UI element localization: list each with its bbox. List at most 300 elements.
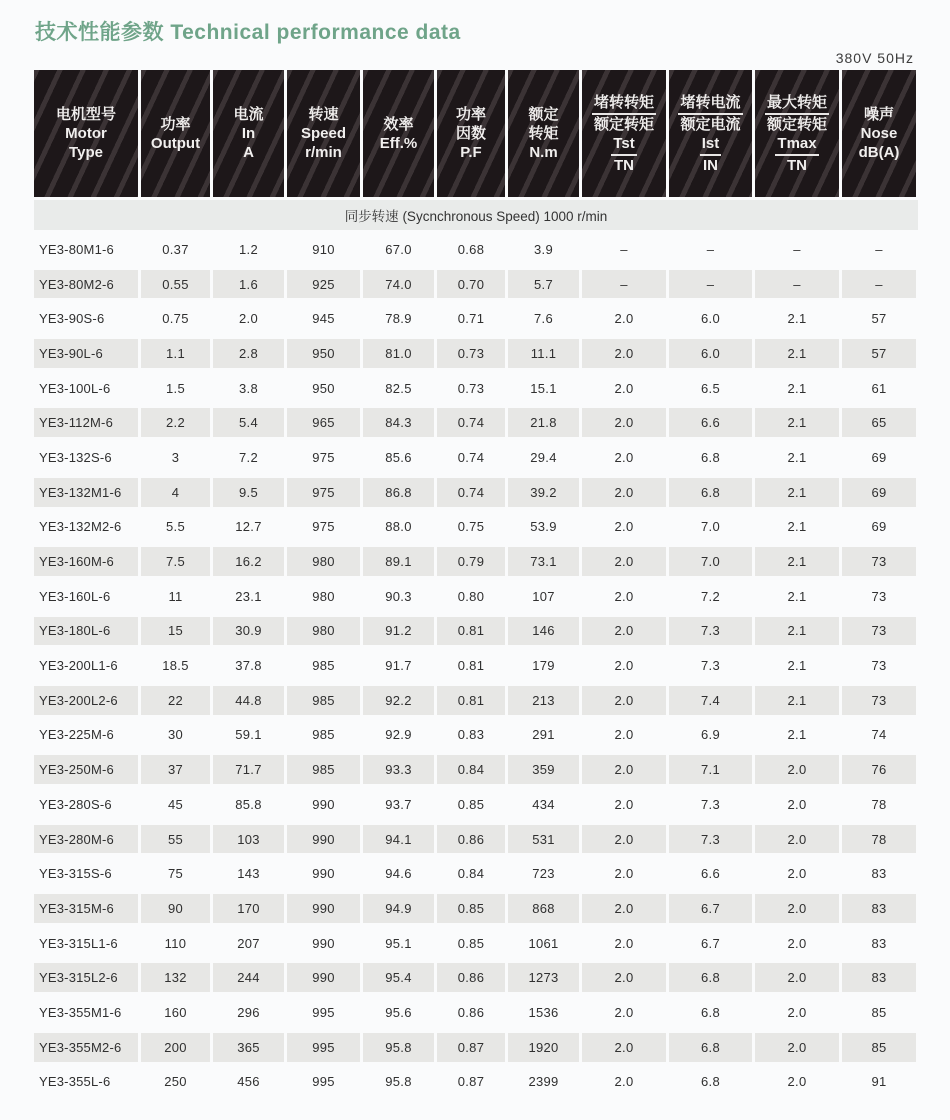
table-row <box>34 614 918 649</box>
value-cell: 950 <box>312 380 335 396</box>
value-cell: 88.0 <box>385 519 412 535</box>
header-line: 最大转矩 <box>765 93 829 115</box>
value-cell: 6.0 <box>701 311 720 327</box>
table-row <box>34 718 918 753</box>
value-cell: 83 <box>871 935 887 951</box>
motor-type-cell: YE3-315M-6 <box>34 891 138 926</box>
value-cell: 2.1 <box>787 588 807 604</box>
value-cell: 2.0 <box>755 822 839 857</box>
motor-type-cell: YE3-280S-6 <box>39 796 112 812</box>
table-row <box>34 371 918 406</box>
page-title <box>35 16 461 46</box>
value-cell: 91.7 <box>385 658 412 674</box>
value-cell: 7.3 <box>669 614 752 649</box>
header-line: N.m <box>529 144 558 161</box>
value-cell: 723 <box>532 866 555 882</box>
value-cell: – <box>875 241 883 257</box>
value-cell: 15 <box>141 614 210 649</box>
value-cell: 9.5 <box>213 475 284 510</box>
value-cell: 6.7 <box>701 935 720 951</box>
value-cell: 0.73 <box>437 336 505 371</box>
value-cell: 6.6 <box>669 405 752 440</box>
value-cell: 2.0 <box>582 1030 666 1065</box>
value-cell: 7.6 <box>534 311 553 327</box>
value-cell: 910 <box>312 241 335 257</box>
motor-type-cell: YE3-280M-6 <box>34 822 138 857</box>
value-cell: 1273 <box>508 960 579 995</box>
motor-type-cell: YE3-355M1-6 <box>39 1004 122 1020</box>
value-cell: 2.0 <box>755 1030 839 1065</box>
value-cell: 2.0 <box>755 752 839 787</box>
header-line: A <box>243 144 254 161</box>
value-cell: 995 <box>312 1004 335 1020</box>
header-line: Motor <box>65 125 107 142</box>
value-cell: 6.0 <box>669 336 752 371</box>
value-cell: 995 <box>312 1074 335 1090</box>
header-line: 噪声 <box>863 106 894 123</box>
value-cell: 107 <box>532 588 555 604</box>
value-cell: 2.0 <box>582 891 666 926</box>
value-cell: 6.8 <box>701 449 720 465</box>
table-row <box>34 510 918 545</box>
value-cell: 143 <box>237 866 260 882</box>
value-cell: 132 <box>141 960 210 995</box>
value-cell: 39.2 <box>508 475 579 510</box>
value-cell: 2.1 <box>787 311 807 327</box>
table-row <box>34 232 918 267</box>
column-header-rated-torque <box>508 70 579 197</box>
header-line: Nose <box>860 125 898 142</box>
header-line: Tmax <box>775 134 818 156</box>
value-cell: 985 <box>287 683 360 718</box>
table-row <box>34 1030 918 1065</box>
value-cell: 213 <box>508 683 579 718</box>
column-header-current <box>213 70 284 197</box>
value-cell: 1920 <box>508 1030 579 1065</box>
value-cell: 85.8 <box>235 796 262 812</box>
value-cell: 2.1 <box>755 544 839 579</box>
header-line: In <box>241 125 256 142</box>
value-cell: 291 <box>532 727 555 743</box>
value-cell: 73 <box>842 683 916 718</box>
value-cell: 0.75 <box>457 519 485 535</box>
value-cell: 2.0 <box>614 727 634 743</box>
value-cell: 85 <box>871 1004 887 1020</box>
header-line: TN <box>614 156 634 174</box>
value-cell: 83 <box>871 866 887 882</box>
value-cell: 170 <box>213 891 284 926</box>
motor-type-cell: YE3-355M2-6 <box>34 1030 138 1065</box>
header-line: 转矩 <box>528 125 559 142</box>
value-cell: 2.0 <box>582 405 666 440</box>
value-cell: 250 <box>164 1074 187 1090</box>
value-cell: 73 <box>871 588 887 604</box>
table-row <box>34 891 918 926</box>
value-cell: 59.1 <box>235 727 262 743</box>
value-cell: – <box>582 267 666 302</box>
value-cell: 4 <box>141 475 210 510</box>
value-cell: 0.84 <box>457 866 485 882</box>
value-cell: 975 <box>287 475 360 510</box>
column-header-tst-tn <box>582 70 666 197</box>
value-cell: 0.85 <box>457 935 485 951</box>
header-line: P.F <box>460 144 482 161</box>
value-cell: 0.81 <box>437 614 505 649</box>
table-row <box>34 787 918 822</box>
value-cell: 3 <box>171 449 180 465</box>
value-cell: 6.8 <box>701 1004 720 1020</box>
value-cell: 2.0 <box>787 866 807 882</box>
voltage-frequency-label: 380V 50Hz <box>835 50 914 66</box>
value-cell: 18.5 <box>162 658 189 674</box>
header-line: 因数 <box>455 125 486 142</box>
technical-data-table <box>34 70 918 1099</box>
value-cell: 146 <box>508 614 579 649</box>
value-cell: 990 <box>312 935 335 951</box>
motor-type-cell: YE3-200L1-6 <box>39 658 118 674</box>
header-line: Ist <box>700 134 722 156</box>
value-cell: 16.2 <box>213 544 284 579</box>
value-cell: 985 <box>312 658 335 674</box>
table-row <box>34 926 918 961</box>
motor-type-cell: YE3-90L-6 <box>34 336 138 371</box>
value-cell: 985 <box>312 727 335 743</box>
value-cell: 2.1 <box>787 380 807 396</box>
value-cell: 365 <box>213 1030 284 1065</box>
value-cell: 95.1 <box>385 935 412 951</box>
value-cell: 7.3 <box>701 658 720 674</box>
value-cell: 76 <box>842 752 916 787</box>
value-cell: 980 <box>287 614 360 649</box>
value-cell: 2.0 <box>614 658 634 674</box>
value-cell: 11 <box>168 588 183 604</box>
value-cell: 94.9 <box>363 891 434 926</box>
value-cell: 0.70 <box>437 267 505 302</box>
value-cell: 0.74 <box>437 475 505 510</box>
motor-type-cell: YE3-200L2-6 <box>34 683 138 718</box>
value-cell: 84.3 <box>363 405 434 440</box>
value-cell: 296 <box>237 1004 260 1020</box>
value-cell: 1.2 <box>239 241 258 257</box>
value-cell: 2.0 <box>614 935 634 951</box>
value-cell: 86.8 <box>363 475 434 510</box>
value-cell: 95.8 <box>363 1030 434 1065</box>
value-cell: 2.1 <box>787 519 807 535</box>
page-title-zh: 技术性能参数 <box>35 21 164 44</box>
header-line: 额定 <box>528 106 559 123</box>
value-cell: 2.1 <box>787 449 807 465</box>
table-row <box>34 648 918 683</box>
value-cell: 90 <box>141 891 210 926</box>
value-cell: 2.0 <box>787 935 807 951</box>
value-cell: 92.9 <box>385 727 412 743</box>
table-row <box>34 440 918 475</box>
value-cell: 0.80 <box>457 588 485 604</box>
value-cell: 6.8 <box>669 1030 752 1065</box>
header-line: 额定转矩 <box>593 115 654 133</box>
header-line: IN <box>703 156 718 174</box>
column-header-power-factor <box>437 70 505 197</box>
value-cell: 74 <box>871 727 887 743</box>
value-cell: 531 <box>508 822 579 857</box>
column-header-output <box>141 70 210 197</box>
value-cell: 45 <box>167 796 184 812</box>
value-cell: 456 <box>237 1074 260 1090</box>
header-line: 电机型号 <box>55 106 116 123</box>
value-cell: 15.1 <box>530 380 557 396</box>
value-cell: 2.0 <box>787 796 807 812</box>
column-header-ist-in <box>669 70 752 197</box>
value-cell: 95.8 <box>385 1074 412 1090</box>
value-cell: 1536 <box>528 1004 559 1020</box>
value-cell: 61 <box>871 380 887 396</box>
value-cell: 359 <box>508 752 579 787</box>
value-cell: 0.68 <box>457 241 485 257</box>
motor-type-cell: YE3-112M-6 <box>34 405 138 440</box>
value-cell: 200 <box>141 1030 210 1065</box>
table-row <box>34 267 918 302</box>
value-cell: 57 <box>871 311 887 327</box>
value-cell: 75 <box>167 866 184 882</box>
value-cell: 2.0 <box>787 1074 807 1090</box>
value-cell: 110 <box>164 935 187 951</box>
value-cell: 0.85 <box>457 796 485 812</box>
value-cell: – <box>669 267 752 302</box>
value-cell: 0.85 <box>437 891 505 926</box>
column-header-noise <box>842 70 916 197</box>
value-cell: 57 <box>842 336 916 371</box>
value-cell: 65 <box>842 405 916 440</box>
value-cell: 2.0 <box>582 336 666 371</box>
value-cell: 94.6 <box>385 866 412 882</box>
value-cell: 1.6 <box>213 267 284 302</box>
value-cell: 244 <box>213 960 284 995</box>
value-cell: 2.0 <box>614 519 634 535</box>
value-cell: 7.0 <box>701 519 720 535</box>
value-cell: 93.3 <box>363 752 434 787</box>
value-cell: 92.2 <box>363 683 434 718</box>
value-cell: 0.37 <box>162 241 189 257</box>
value-cell: 2.0 <box>755 960 839 995</box>
value-cell: 990 <box>287 822 360 857</box>
value-cell: 2.0 <box>582 614 666 649</box>
value-cell: 2.0 <box>614 588 634 604</box>
header-line: TN <box>787 156 807 174</box>
value-cell: 2.2 <box>141 405 210 440</box>
motor-type-cell: YE3-250M-6 <box>34 752 138 787</box>
motor-type-cell: YE3-132S-6 <box>39 449 112 465</box>
value-cell: 995 <box>287 1030 360 1065</box>
table-row <box>34 405 918 440</box>
value-cell: 0.84 <box>437 752 505 787</box>
value-cell: 7.3 <box>669 822 752 857</box>
value-cell: 0.71 <box>457 311 485 327</box>
value-cell: 73 <box>871 658 887 674</box>
value-cell: 1.1 <box>141 336 210 371</box>
value-cell: 73.1 <box>508 544 579 579</box>
motor-type-cell: YE3-132M1-6 <box>34 475 138 510</box>
header-line: 功率 <box>160 115 191 133</box>
value-cell: 0.83 <box>457 727 485 743</box>
value-cell: 2.0 <box>787 1004 807 1020</box>
value-cell: 95.6 <box>385 1004 412 1020</box>
header-line: Eff.% <box>379 134 418 152</box>
value-cell: 81.0 <box>363 336 434 371</box>
value-cell: 7.0 <box>669 544 752 579</box>
value-cell: 37.8 <box>235 658 262 674</box>
table-body <box>34 232 918 1099</box>
value-cell: 5.4 <box>213 405 284 440</box>
value-cell: 103 <box>213 822 284 857</box>
header-line: 堵转转矩 <box>592 93 656 115</box>
motor-type-cell: YE3-160L-6 <box>39 588 111 604</box>
value-cell: 73 <box>842 544 916 579</box>
table-row <box>34 544 918 579</box>
value-cell: 69 <box>842 475 916 510</box>
value-cell: 2.1 <box>787 658 807 674</box>
value-cell: 94.1 <box>363 822 434 857</box>
value-cell: 5.5 <box>166 519 185 535</box>
header-line: dB(A) <box>858 144 900 161</box>
value-cell: 985 <box>287 752 360 787</box>
value-cell: 0.87 <box>457 1074 485 1090</box>
value-cell: 7.5 <box>141 544 210 579</box>
value-cell: 2.0 <box>614 311 634 327</box>
motor-type-cell: YE3-180L-6 <box>34 614 138 649</box>
table-row <box>34 995 918 1030</box>
header-line: 功率 <box>455 106 486 123</box>
value-cell: 2.0 <box>582 544 666 579</box>
value-cell: 2.1 <box>755 336 839 371</box>
value-cell: 990 <box>312 796 335 812</box>
value-cell: 2.0 <box>582 683 666 718</box>
column-header-speed <box>287 70 360 197</box>
value-cell: 82.5 <box>385 380 412 396</box>
value-cell: 7.4 <box>669 683 752 718</box>
column-header-tmax-tn <box>755 70 839 197</box>
table-row <box>34 579 918 614</box>
value-cell: – <box>620 241 628 257</box>
value-cell: – <box>793 241 801 257</box>
value-cell: 2.1 <box>755 614 839 649</box>
value-cell: 78.9 <box>385 311 412 327</box>
value-cell: 5.7 <box>508 267 579 302</box>
header-line: 额定电流 <box>680 115 741 133</box>
value-cell: 1061 <box>528 935 559 951</box>
value-cell: 7.2 <box>701 588 720 604</box>
header-line: 电流 <box>233 106 264 123</box>
value-cell: 6.8 <box>669 960 752 995</box>
value-cell: 2.1 <box>787 727 807 743</box>
value-cell: 30.9 <box>213 614 284 649</box>
value-cell: 2.0 <box>614 1074 634 1090</box>
value-cell: 950 <box>287 336 360 371</box>
motor-type-cell: YE3-225M-6 <box>39 727 114 743</box>
value-cell: 7.2 <box>239 449 258 465</box>
value-cell: 2.0 <box>614 380 634 396</box>
motor-type-cell: YE3-100L-6 <box>39 380 111 396</box>
value-cell: 2.8 <box>213 336 284 371</box>
value-cell: 93.7 <box>385 796 412 812</box>
column-header-motor-type <box>34 70 138 197</box>
value-cell: 67.0 <box>385 241 412 257</box>
value-cell: 78 <box>871 796 887 812</box>
value-cell: 30 <box>167 727 184 743</box>
header-line: Speed <box>300 125 346 142</box>
value-cell: 160 <box>164 1004 187 1020</box>
value-cell: 71.7 <box>213 752 284 787</box>
value-cell: 6.8 <box>701 1074 720 1090</box>
value-cell: 89.1 <box>363 544 434 579</box>
value-cell: 0.81 <box>437 683 505 718</box>
motor-type-cell: YE3-90S-6 <box>39 311 105 327</box>
value-cell: 12.7 <box>235 519 262 535</box>
value-cell: 83 <box>842 960 916 995</box>
value-cell: 980 <box>287 544 360 579</box>
header-line: 堵转电流 <box>678 93 742 115</box>
header-line: 效率 <box>383 115 414 133</box>
value-cell: 179 <box>532 658 555 674</box>
value-cell: 975 <box>312 519 335 535</box>
value-cell: 2.1 <box>755 475 839 510</box>
value-cell: 2399 <box>528 1074 559 1090</box>
motor-type-cell: YE3-315L1-6 <box>39 935 118 951</box>
value-cell: 69 <box>871 449 887 465</box>
value-cell: 29.4 <box>530 449 557 465</box>
value-cell: 0.74 <box>457 449 485 465</box>
value-cell: 0.81 <box>457 658 485 674</box>
value-cell: 3.8 <box>239 380 258 396</box>
value-cell: 85.6 <box>385 449 412 465</box>
value-cell: 2.0 <box>582 822 666 857</box>
header-line: Output <box>150 134 201 152</box>
table-row <box>34 856 918 891</box>
header-line: 转速 <box>308 106 339 123</box>
motor-type-cell: YE3-355L-6 <box>39 1074 111 1090</box>
value-cell: 69 <box>871 519 887 535</box>
value-cell: 7.1 <box>669 752 752 787</box>
motor-type-cell: YE3-80M2-6 <box>34 267 138 302</box>
header-line: Type <box>69 144 103 161</box>
value-cell: 990 <box>287 891 360 926</box>
value-cell: 6.7 <box>669 891 752 926</box>
value-cell: 0.75 <box>162 311 189 327</box>
table-row <box>34 960 918 995</box>
value-cell: 6.9 <box>701 727 720 743</box>
value-cell: 6.6 <box>701 866 720 882</box>
motor-type-cell: YE3-80M1-6 <box>39 241 114 257</box>
value-cell: 23.1 <box>235 588 262 604</box>
value-cell: 2.0 <box>614 796 634 812</box>
motor-type-cell: YE3-160M-6 <box>34 544 138 579</box>
value-cell: – <box>706 241 715 257</box>
value-cell: 975 <box>312 449 335 465</box>
value-cell: 868 <box>508 891 579 926</box>
table-row <box>34 336 918 371</box>
value-cell: 11.1 <box>508 336 579 371</box>
value-cell: 990 <box>312 866 335 882</box>
table-row <box>34 1065 918 1100</box>
value-cell: 925 <box>287 267 360 302</box>
table-row <box>34 475 918 510</box>
value-cell: 95.4 <box>363 960 434 995</box>
header-line: Tst <box>611 134 636 156</box>
table-row <box>34 822 918 857</box>
value-cell: 3.9 <box>534 241 553 257</box>
value-cell: 2.0 <box>755 891 839 926</box>
value-cell: 21.8 <box>508 405 579 440</box>
table-header-row <box>34 70 918 197</box>
